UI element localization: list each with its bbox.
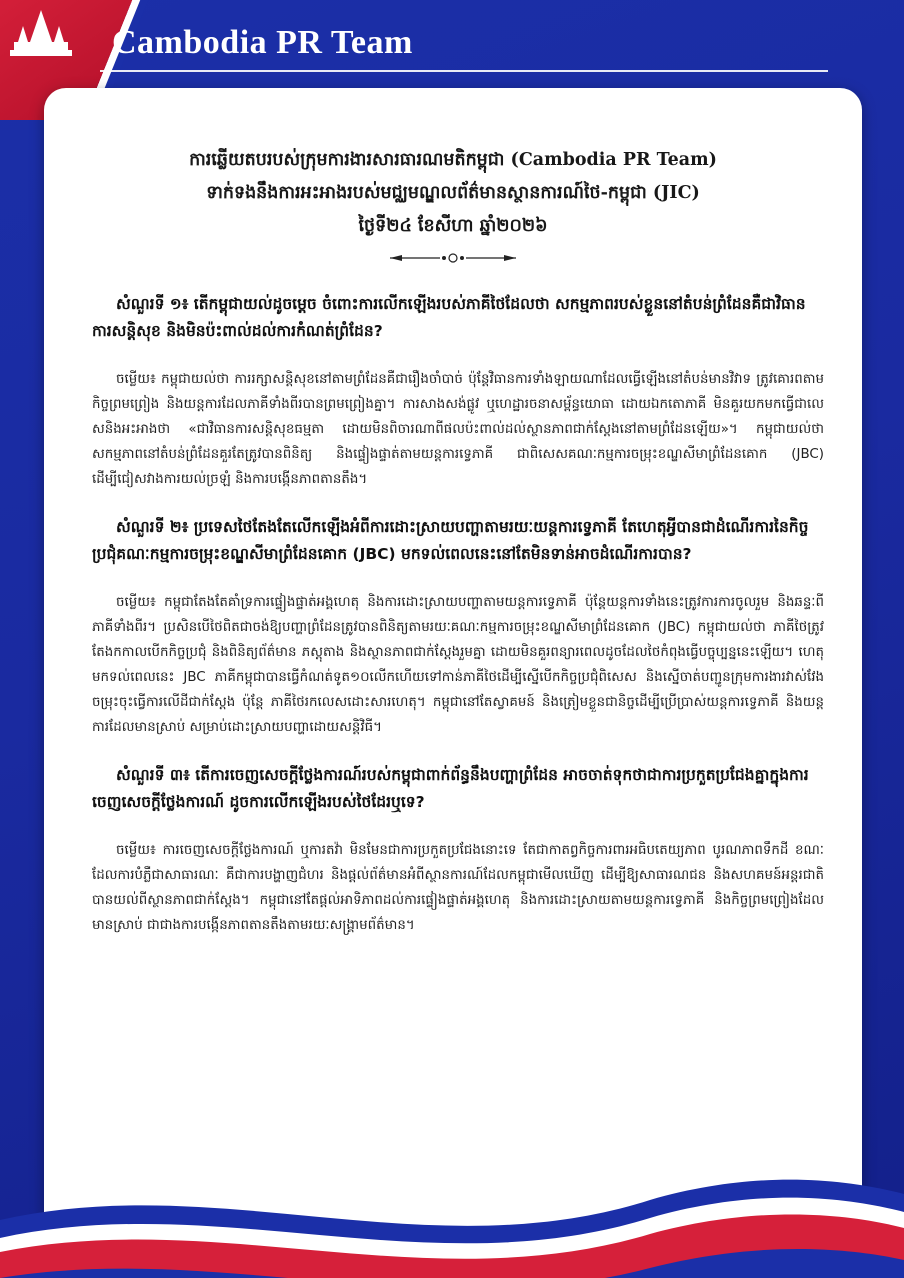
heading-line-1: ការឆ្លើយតបរបស់ក្រុមការងារសារធារណមតិកម្ពុជា (Cambodia PR Team) [189, 150, 717, 170]
statement-heading [44, 144, 862, 265]
answer-1: ចម្លើយ៖ កម្ពុជាយល់ថា ការរក្សាសន្តិសុខនៅតាមព្រំដែនគឺជារឿងចាំបាច់ ប៉ុន្តែវិធានការទាំងឡាយណាដែលធ្វើឡើងនៅតំបន់មានវិវាទ ត្រូវគោរពតាមកិច្ចព្រមព្រៀង និងយន្តការដែលភាគីទាំងពីរបានព្រមព្រៀងគ្នា។ ការសាងសង់ផ្លូវ ឬហេដ្ឋារចនាសម្ព័ន្ធយោធា ដោយឯកតោភាគី មិនគួរយកមកធ្វើជាលេសនិងអះអាងថា «ជាវិធានការសន្តិសុខធម្មតា ដោយមិនពិចារណាពីផលប៉ះពាល់ដល់ស្ថានភាពជាក់ស្តែងនៅតាមព្រំដែនឡើយ»។ កម្ពុជាយល់ថា សកម្មភាពនៅតំបន់ព្រំដែនគួរតែត្រូវបានពិនិត្យ និងផ្ទៀងផ្ទាត់តាមយន្តការទ្វេភាគី ជាពិសេសគណៈកម្មការចម្រុះខណ្ឌសីមាព្រំដែនគោក (JBC) ដើម្បីជៀសវាងការយល់ច្រឡំ និងការបង្កើនភាពតានតឹង។ [92, 372, 824, 487]
question-3: សំណួរទី ៣៖ តើការចេញសេចក្តីថ្លែងការណ៍របស់កម្ពុជាពាក់ព័ន្ធនឹងបញ្ហាព្រំដែន អាចចាត់ទុកថាជាការប្រកួតប្រជែងគ្នាក្នុងការចេញសេចក្តីថ្លែងការណ៍ ដូចការលើកឡើងរបស់ថៃដែរឬទេ? [92, 766, 809, 811]
qa-list [44, 265, 862, 938]
heading-line-2: ទាក់ទងនឹងការអះអាងរបស់មជ្ឈមណ្ឌលព័ត៌មានស្ថានការណ៍ថៃ-កម្ពុជា (JIC) [206, 183, 700, 203]
answer-3: ចម្លើយ៖ ការចេញសេចក្តីថ្លែងការណ៍ ឬការតវ៉ា មិនមែនជាការប្រកួតប្រជែងនោះទេ តែជាកាតព្វកិច្ចការពារអធិបតេយ្យភាព បូរណភាពទឹកដី ខណៈដែលការបំភ្លឺជាសាធារណៈ គឺជាការបង្ហាញជំហរ និងផ្តល់ព័ត៌មានអំពីស្ថានការណ៍ដែលកម្ពុជាមើលឃើញ ដើម្បីឱ្យសាធារណជន និងសហគមន៍អន្តរជាតិបានយល់ពីស្ថានភាពជាក់ស្តែង។ កម្ពុជានៅតែផ្តល់អាទិភាពដល់ការផ្ទៀងផ្ទាត់អង្គហេតុ និងការដោះស្រាយតាមយន្តការទ្វេភាគី និងកិច្ចព្រមព្រៀងដែលមានស្រាប់ ជាជាងការបង្កើនភាពតានតឹងតាមរយៈសង្គ្រាមព័ត៌មាន។ [92, 843, 824, 933]
statement-card [44, 88, 862, 1238]
brand-title: Cambodia PR Team [112, 24, 413, 61]
answer-2: ចម្លើយ៖ កម្ពុជាតែងតែគាំទ្រការផ្ទៀងផ្ទាត់អង្គហេតុ និងការដោះស្រាយបញ្ហាតាមយន្តការទ្វេភាគី ប៉ុន្តែយន្តការទាំងនេះត្រូវការការចូលរួម និងឆន្ទៈពីភាគីទាំងពីរ។ ប្រសិនបើថៃពិតជាចង់ឱ្យបញ្ហាព្រំដែនត្រូវបានពិនិត្យតាមរយៈគណៈកម្មការចម្រុះខណ្ឌសីមាព្រំដែនគោក (JBC) កម្ពុជាយល់ថា ភាគីថៃត្រូវតែងកកាលបើកកិច្ចប្រជុំ និងពិនិត្យព័ត៌មាន ភស្តុតាង និងស្ថានភាពជាក់ស្តែងរួមគ្នា ដោយមិនគួរពន្យារពេលដូចដែលថៃកំពុងធ្វើបច្ចុប្បន្ននេះឡើយ។ ហេតុមកទល់ពេលនេះ JBC ភាគីកម្ពុជាបានធ្វើកំណត់ទូត១០លើកហើយទៅកាន់ភាគីថៃដើម្បីស្នើបើកកិច្ចប្រជុំពិសេស និងស្នើចាត់បញ្ជូនក្រុមការងារវាស់វែងចម្រុះចុះធ្វើការលើដីជាក់ស្តែង ប៉ុន្តែ ភាគីថៃរកលេសដោះសារហេតុ។ កម្ពុជានៅតែស្វាគមន៍ និងត្រៀមខ្លួនជានិច្ចដើម្បីប្រើប្រាស់យន្តការទ្វេភាគី និងយន្តការដែលមានស្រាប់ សម្រាប់ដោះស្រាយបញ្ហាដោយសន្តិវិធី។ [92, 595, 824, 735]
question-1: សំណួរទី ១៖ តើកម្ពុជាយល់ដូចម្តេច ចំពោះការលើកឡើងរបស់ភាគីថៃដែលថា សកម្មភាពរបស់ខ្លួននៅតំបន់ព្រំដែនគឺជាវិធានការសន្តិសុខ និងមិនប៉ះពាល់ដល់ការកំណត់ព្រំដែន? [92, 295, 806, 340]
heading-date: ថ្ងៃទី២៤ ខែសីហា ឆ្នាំ២០២៦ [358, 216, 548, 236]
flag-wave-decoration [0, 1160, 904, 1278]
ornament-divider-icon [388, 251, 518, 265]
angkor-wat-icon [6, 4, 76, 64]
question-2: សំណួរទី ២៖ ប្រទេសថៃតែងតែលើកឡើងអំពីការដោះស្រាយបញ្ហាតាមរយៈយន្តការទ្វេភាគី តែហេតុអ្វីបានជាដំណើរការនៃកិច្ចប្រជុំគណៈកម្មការចម្រុះខណ្ឌសីមាព្រំដែនគោក (JBC) មកទល់ពេលនេះនៅតែមិនទាន់អាចដំណើរការបាន? [92, 518, 809, 563]
header-divider [100, 70, 828, 72]
